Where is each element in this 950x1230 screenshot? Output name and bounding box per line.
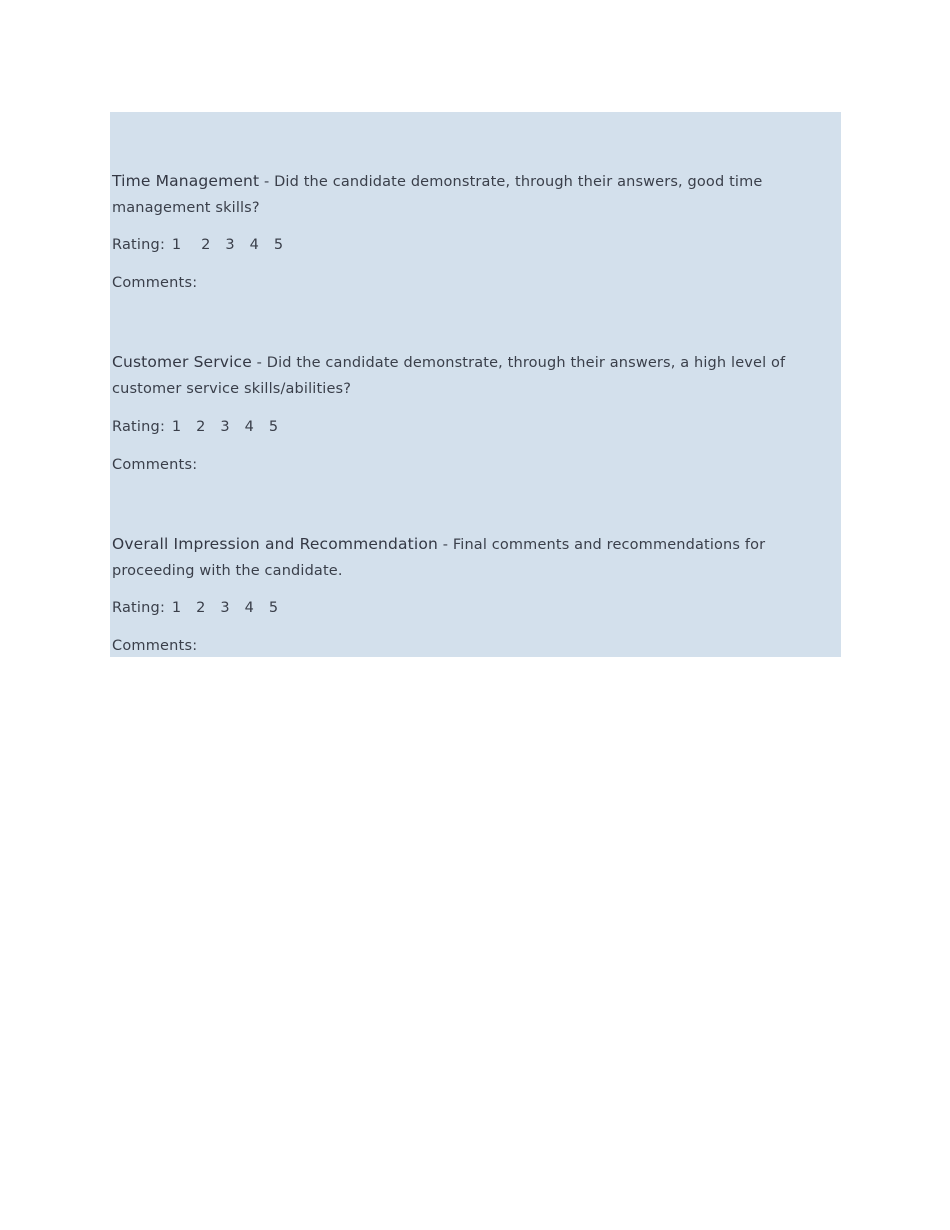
comments-label: Comments: — [112, 638, 198, 654]
question-description: - Did the candidate demonstrate, through their answers, good time management skills? — [112, 174, 763, 216]
rating-option-3[interactable]: 3 — [225, 237, 235, 253]
question-title: Time Management — [112, 172, 260, 190]
rating-label: Rating: — [112, 419, 166, 435]
rating-option-2[interactable]: 2 — [196, 600, 206, 616]
question-title: Customer Service — [112, 353, 252, 371]
rating-option-2[interactable]: 2 — [201, 237, 211, 253]
question-description: - Final comments and recommendations for proceeding with the candidate. — [112, 537, 766, 579]
rating-line — [112, 235, 283, 255]
rating-option-3[interactable]: 3 — [220, 600, 230, 616]
rating-option-1[interactable]: 1 — [171, 419, 182, 435]
rating-option-5[interactable]: 5 — [268, 600, 279, 616]
rating-label: Rating: — [112, 600, 166, 616]
rating-option-1[interactable]: 1 — [171, 600, 182, 616]
rating-option-1[interactable]: 1 — [171, 237, 182, 253]
rating-option-3[interactable]: 3 — [220, 419, 230, 435]
rating-line — [112, 598, 278, 618]
evaluation-panel — [110, 112, 841, 657]
rating-option-2[interactable]: 2 — [196, 419, 206, 435]
question-title: Overall Impression and Recommendation — [112, 535, 438, 553]
question-text — [112, 168, 839, 221]
rating-option-4[interactable]: 4 — [244, 419, 255, 435]
question-text — [112, 349, 839, 402]
rating-option-5[interactable]: 5 — [273, 237, 284, 253]
section-customer-service — [112, 349, 839, 473]
section-time-management — [112, 168, 839, 291]
section-overall-impression — [112, 531, 839, 654]
rating-label: Rating: — [112, 237, 166, 253]
comments-label: Comments: — [112, 457, 198, 473]
rating-line — [112, 417, 278, 437]
comments-label: Comments: — [112, 275, 198, 291]
rating-option-4[interactable]: 4 — [244, 600, 255, 616]
question-description: - Did the candidate demonstrate, through their answers, a high level of customer service skills/abilities? — [112, 355, 786, 397]
rating-option-5[interactable]: 5 — [268, 419, 279, 435]
question-text — [112, 531, 839, 584]
rating-option-4[interactable]: 4 — [249, 237, 260, 253]
